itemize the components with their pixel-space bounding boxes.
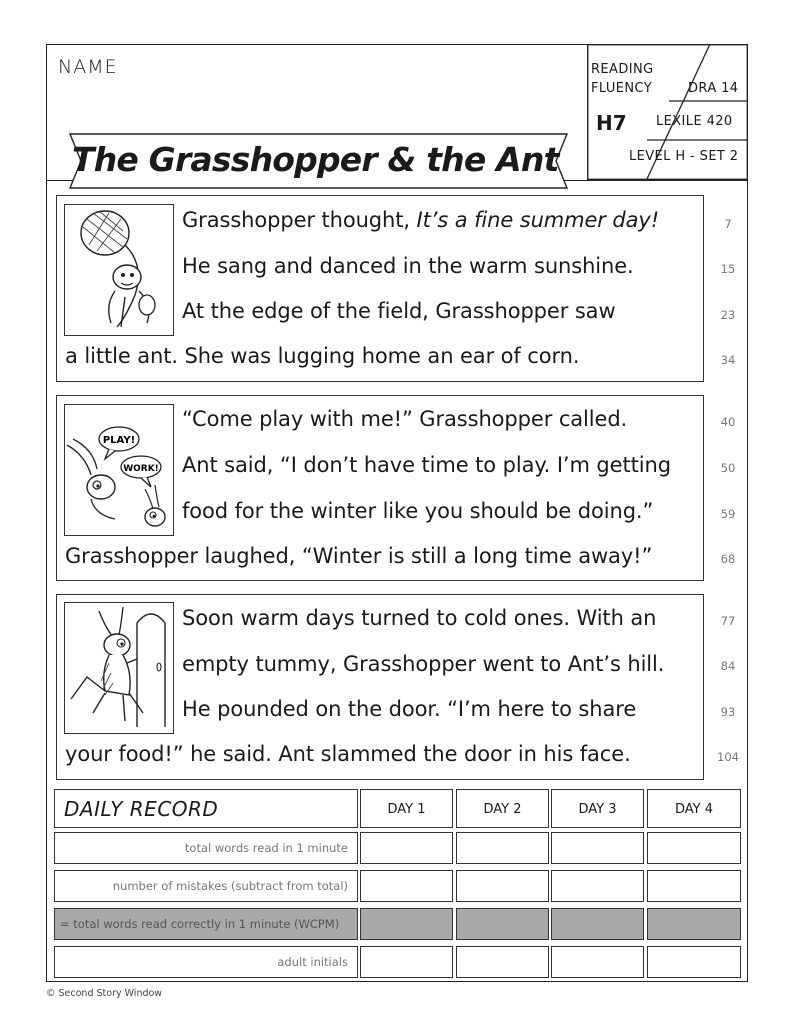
story-line: “Come play with me!” Grasshopper called. <box>182 407 628 431</box>
grasshopper-corn-icon <box>65 205 173 335</box>
illustration-grasshopper-ant <box>64 404 174 536</box>
record-entry-cell-shaded[interactable] <box>360 908 453 940</box>
illustration-grasshopper-door <box>64 602 174 734</box>
story-emphasis: It’s a fine summer day! <box>416 208 660 232</box>
day-label: DAY 2 <box>483 802 522 817</box>
record-entry-cell[interactable] <box>456 870 549 902</box>
grasshopper-ant-icon <box>65 405 173 535</box>
illustration-grasshopper-corn <box>64 204 174 336</box>
word-count: 34 <box>720 353 736 367</box>
record-entry-cell[interactable] <box>360 870 453 902</box>
reading-label-2: FLUENCY <box>591 81 653 96</box>
work-bubble-text: WORK! <box>123 464 159 474</box>
play-bubble-text: PLAY! <box>102 435 136 446</box>
record-entry-cell-shaded[interactable] <box>456 908 549 940</box>
story-line: Grasshopper laughed, “Winter is still a long time away!” <box>65 544 653 568</box>
story-line: empty tummy, Grasshopper went to Ant’s hill. <box>182 652 665 676</box>
name-label: NAME <box>58 56 118 78</box>
level-set: LEVEL H - SET 2 <box>629 149 739 164</box>
record-entry-cell-shaded[interactable] <box>647 908 741 940</box>
word-count: 104 <box>717 750 739 764</box>
record-entry-cell[interactable] <box>647 832 741 864</box>
story-line: Ant said, “I don’t have time to play. I’m getting <box>182 453 671 477</box>
record-entry-cell[interactable] <box>551 832 644 864</box>
record-entry-cell[interactable] <box>647 870 741 902</box>
record-entry-cell[interactable] <box>551 870 644 902</box>
record-row-label: total words read in 1 minute <box>184 841 348 855</box>
word-count: 93 <box>720 705 736 719</box>
copyright-footer: © Second Story Window <box>46 988 163 999</box>
level-code: H7 <box>596 111 627 135</box>
word-count: 23 <box>720 308 736 322</box>
word-count: 59 <box>720 507 736 521</box>
daily-record-title: DAILY RECORD <box>64 797 219 821</box>
word-count: 15 <box>720 262 736 276</box>
story-line: Grasshopper thought, It’s a fine summer day! <box>182 208 660 232</box>
story-title: The Grasshopper & the Ant <box>72 140 559 179</box>
record-entry-cell[interactable] <box>456 832 549 864</box>
grasshopper-door-icon <box>65 603 173 733</box>
word-count: 7 <box>724 217 732 231</box>
story-line: a little ant. She was lugging home an ear of corn. <box>65 344 580 368</box>
story-line: food for the winter like you should be doing.” <box>182 499 654 523</box>
record-row-label: = total words read correctly in 1 minute (WCPM) <box>60 917 340 931</box>
record-row-label: number of mistakes (subtract from total) <box>112 879 348 893</box>
story-line: your food!” he said. Ant slammed the door in his face. <box>65 742 631 766</box>
record-row-label: adult initials <box>277 955 348 969</box>
dra-level: DRA 14 <box>688 81 739 96</box>
story-line: He sang and danced in the warm sunshine. <box>182 254 634 278</box>
word-count: 84 <box>720 659 736 673</box>
lexile-level: LEXILE 420 <box>656 114 733 129</box>
word-count: 77 <box>720 614 736 628</box>
day-label: DAY 1 <box>387 802 426 817</box>
word-count: 40 <box>720 415 736 429</box>
day-label: DAY 3 <box>578 802 617 817</box>
day-label: DAY 4 <box>674 802 713 817</box>
record-entry-cell-shaded[interactable] <box>551 908 644 940</box>
story-line: Soon warm days turned to cold ones. With an <box>182 606 657 630</box>
name-field[interactable] <box>110 52 580 132</box>
reading-label-1: READING <box>591 62 654 77</box>
story-line: At the edge of the field, Grasshopper saw <box>182 299 616 323</box>
record-entry-cell[interactable] <box>647 946 741 978</box>
record-entry-cell[interactable] <box>551 946 644 978</box>
record-entry-cell[interactable] <box>360 832 453 864</box>
word-count: 68 <box>720 552 736 566</box>
word-count: 50 <box>720 461 736 475</box>
story-line: He pounded on the door. “I’m here to share <box>182 697 637 721</box>
record-entry-cell[interactable] <box>456 946 549 978</box>
record-entry-cell[interactable] <box>360 946 453 978</box>
